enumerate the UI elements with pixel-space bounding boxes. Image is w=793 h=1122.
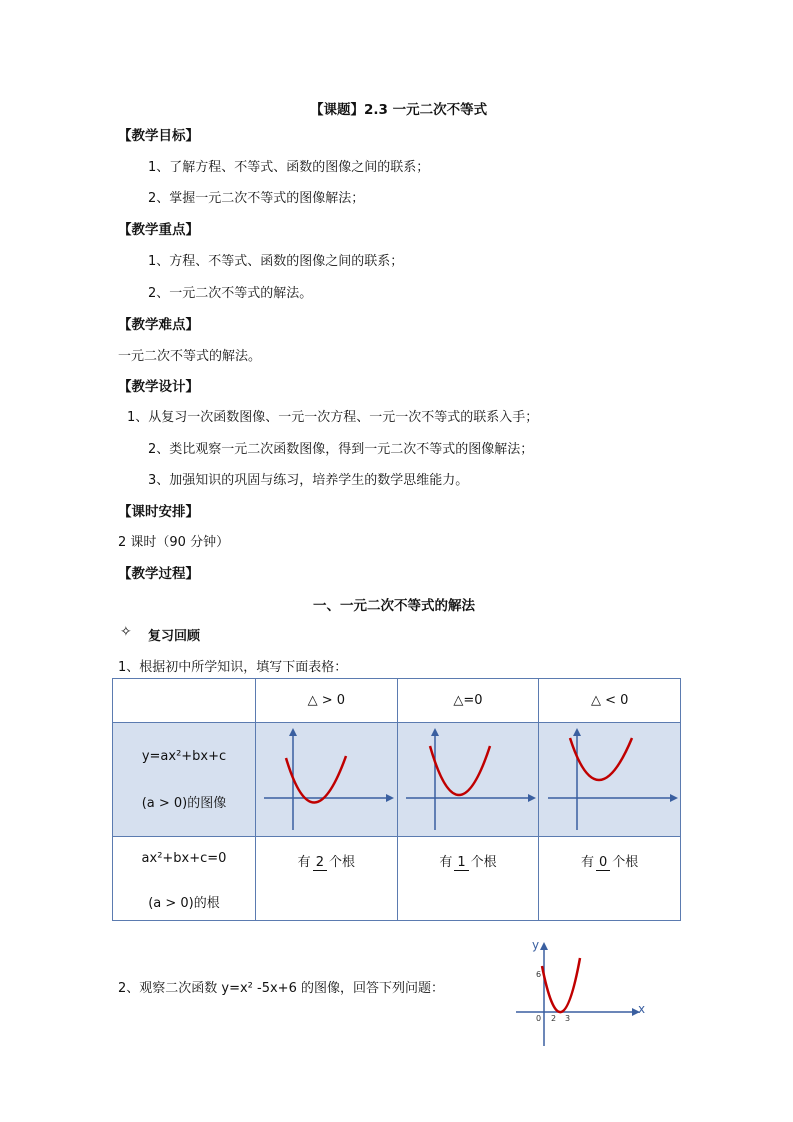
review-table xyxy=(112,678,681,921)
graph-cell-two-roots xyxy=(256,723,398,837)
key-point-item: 2、一元二次不等式的解法。 xyxy=(148,286,313,301)
goal-item: 1、了解方程、不等式、函数的图像之间的联系； xyxy=(148,160,430,175)
review-heading: 复习回顾 xyxy=(148,629,201,644)
goal-item: 2、掌握一元二次不等式的图像解法； xyxy=(148,191,365,206)
header-cell-delta-zero: △=0 xyxy=(397,679,539,723)
roots-suffix: 个根 xyxy=(612,855,639,870)
parabola-one-root-graph xyxy=(398,724,538,835)
question-1: 1、根据初中所学知识，填写下面表格： xyxy=(118,660,348,675)
process-heading: 【教学过程】 xyxy=(118,566,199,582)
quadratic-sample-graph xyxy=(508,934,658,1050)
roots-suffix: 个根 xyxy=(470,855,497,870)
roots-count: 0 xyxy=(596,855,610,871)
roots-row-label-line2: (a > 0)的根 xyxy=(148,896,220,911)
graph-cell-no-root xyxy=(539,723,681,837)
roots-cell-one xyxy=(397,837,539,921)
roots-prefix: 有 xyxy=(581,855,595,870)
goals-heading: 【教学目标】 xyxy=(118,128,199,144)
four-point-star-icon: ✧ xyxy=(120,624,132,640)
x-axis-label: x xyxy=(638,1002,646,1016)
key-points-heading: 【教学重点】 xyxy=(118,222,199,238)
header-cell-delta-positive: △ > 0 xyxy=(256,679,398,723)
roots-count: 2 xyxy=(313,855,327,871)
roots-row-label-line1: ax²+bx+c=0 xyxy=(141,851,227,866)
design-item: 1、从复习一次函数图像、一元一次方程、一元一次不等式的联系入手； xyxy=(127,410,539,425)
design-item: 3、加强知识的巩固与练习，培养学生的数学思维能力。 xyxy=(148,473,469,488)
roots-suffix: 个根 xyxy=(328,855,355,870)
part-title: 一、一元二次不等式的解法 xyxy=(313,598,475,614)
roots-prefix: 有 xyxy=(439,855,453,870)
graph-row-label-line1: y=ax²+bx+c xyxy=(141,748,227,764)
design-heading: 【教学设计】 xyxy=(118,379,199,395)
origin-label: 0 xyxy=(536,1014,542,1023)
schedule-heading: 【课时安排】 xyxy=(118,504,199,520)
question-2: 2、观察二次函数 y=x² -5x+6 的图像，回答下列问题： xyxy=(118,981,444,996)
header-cell-empty xyxy=(113,679,256,723)
parabola-two-roots-graph xyxy=(256,724,396,835)
y-axis-label: y xyxy=(532,938,540,952)
graph-row-label-line2: (a > 0)的图像 xyxy=(141,795,227,811)
roots-count: 1 xyxy=(454,855,468,871)
difficulty-text: 一元二次不等式的解法。 xyxy=(118,349,262,364)
schedule-text: 2 课时（90 分钟） xyxy=(118,535,230,550)
page-title: 【课题】2.3 一元二次不等式 xyxy=(310,102,488,118)
roots-cell-zero xyxy=(539,837,681,921)
x-tick-3: 3 xyxy=(565,1014,571,1023)
roots-prefix: 有 xyxy=(297,855,311,870)
y-tick-6: 6 xyxy=(536,970,542,979)
header-cell-delta-negative: △ < 0 xyxy=(539,679,681,723)
roots-cell-two xyxy=(256,837,398,921)
parabola-no-root-graph xyxy=(540,724,680,835)
roots-row-label xyxy=(113,837,256,921)
graph-row-label xyxy=(113,723,256,837)
difficulty-heading: 【教学难点】 xyxy=(118,317,199,333)
x-tick-2: 2 xyxy=(551,1014,557,1023)
key-point-item: 1、方程、不等式、函数的图像之间的联系； xyxy=(148,254,404,269)
design-item: 2、类比观察一元二次函数图像，得到一元二次不等式的图像解法； xyxy=(148,442,534,457)
graph-cell-one-root xyxy=(397,723,539,837)
